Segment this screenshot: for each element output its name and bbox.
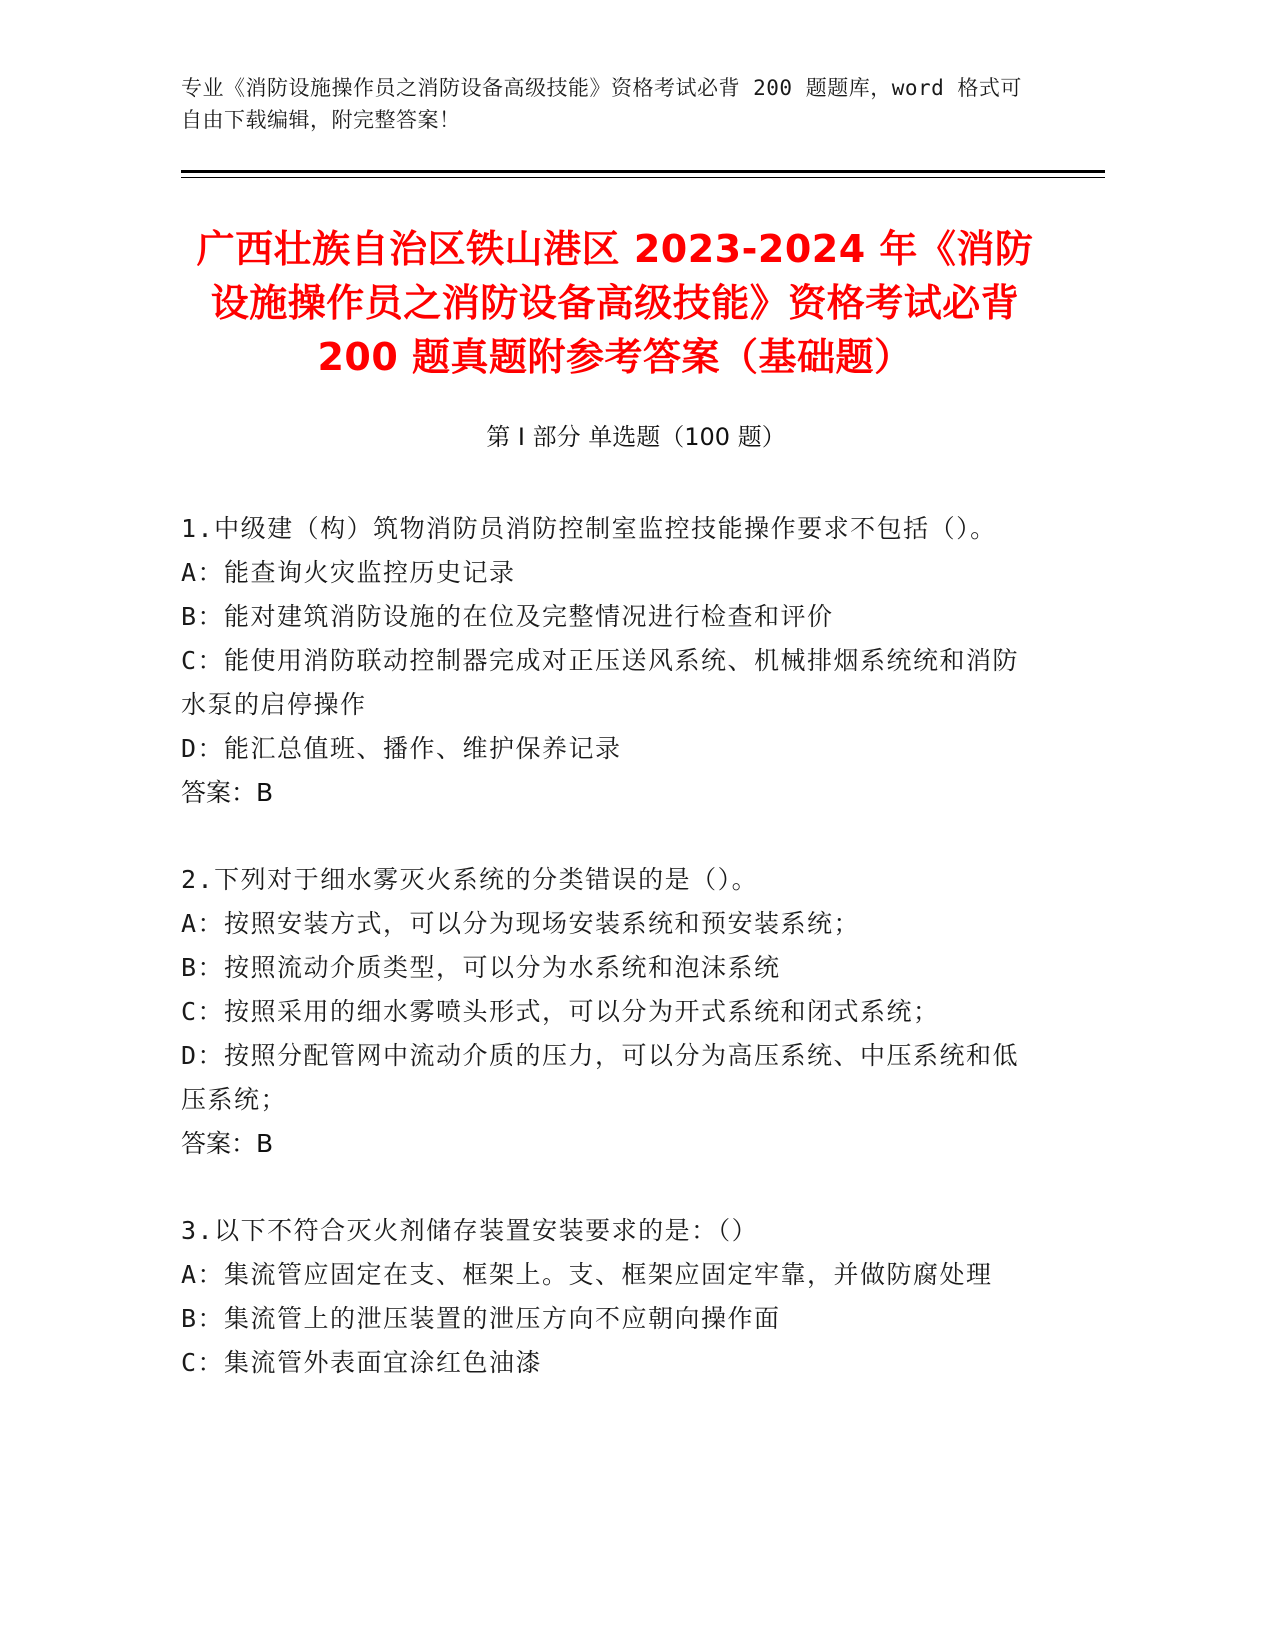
question-stem: 1.中级建（构）筑物消防员消防控制室监控技能操作要求不包括（）。: [181, 514, 997, 543]
question-stem: 3.以下不符合灭火剂储存装置安装要求的是：（）: [181, 1216, 759, 1245]
question-3: [181, 1209, 1041, 1385]
option-b: B：能对建筑消防设施的在位及完整情况进行检查和评价: [181, 602, 834, 631]
header-note: 专业《消防设施操作员之消防设备高级技能》资格考试必背 200 题题库，word 格式可自由下载编辑，附完整答案！: [181, 76, 1022, 132]
question-list: [181, 507, 1041, 1428]
section-title: 第 I 部分 单选题（100 题）: [486, 423, 786, 451]
option-a: A：能查询火灾监控历史记录: [181, 558, 516, 587]
header-divider-thin: [181, 177, 1105, 178]
answer: 答案：B: [181, 778, 274, 807]
document-title: 广西壮族自治区铁山港区 2023-2024 年《消防设施操作员之消防设备高级技能》资格考试必背 200 题真题附参考答案（基础题）: [196, 227, 1034, 379]
option-c: C：按照采用的细水雾喷头形式，可以分为开式系统和闭式系统；: [181, 997, 940, 1026]
header-divider-thick: [181, 170, 1105, 173]
option-d: D：按照分配管网中流动介质的压力，可以分为高压系统、中压系统和低压系统；: [181, 1041, 1020, 1114]
question-1: [181, 507, 1041, 815]
option-b: B：集流管上的泄压装置的泄压方向不应朝向操作面: [181, 1304, 781, 1333]
option-c: C：集流管外表面宜涂红色油漆: [181, 1348, 543, 1377]
option-c: C：能使用消防联动控制器完成对正压送风系统、机械排烟系统统和消防水泵的启停操作: [181, 646, 1020, 719]
question-2: [181, 858, 1041, 1166]
option-a: A：按照安装方式，可以分为现场安装系统和预安装系统；: [181, 909, 861, 938]
option-d: D：能汇总值班、播作、维护保养记录: [181, 734, 622, 763]
question-stem: 2.下列对于细水雾灭火系统的分类错误的是（）。: [181, 865, 759, 894]
option-b: B：按照流动介质类型，可以分为水系统和泡沫系统: [181, 953, 781, 982]
answer: 答案：B: [181, 1129, 274, 1158]
option-a: A：集流管应固定在支、框架上。支、框架应固定牢靠，并做防腐处理: [181, 1260, 993, 1289]
